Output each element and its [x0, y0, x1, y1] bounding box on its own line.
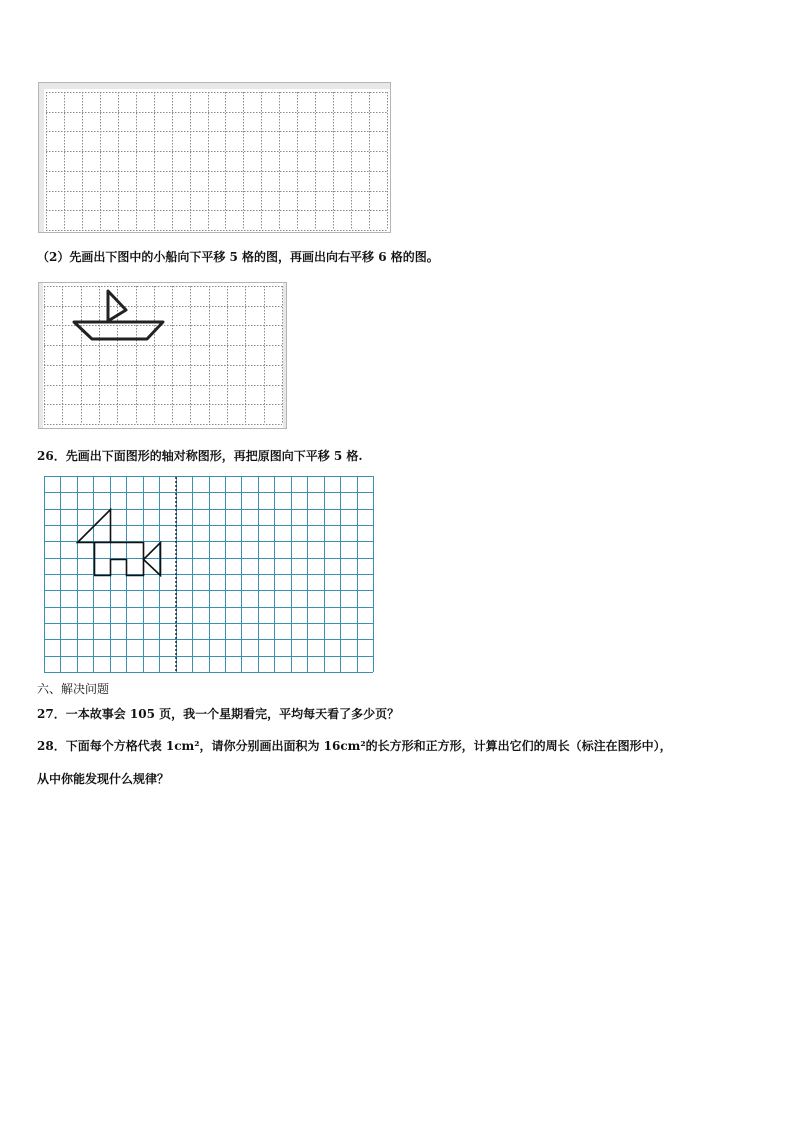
- section6-heading: 六、解决问题: [37, 682, 110, 696]
- top-grid-frame: [38, 82, 391, 233]
- q28-line2: 从中你能发现什么规律？: [37, 772, 170, 786]
- boat-grid: [38, 282, 287, 429]
- blue-grid: [44, 476, 374, 673]
- blue-grid-frame: [44, 476, 374, 673]
- boat-grid-frame: [38, 282, 287, 429]
- q25-part2-text: （2）先画出下图中的小船向下平移 5 格的图，再画出向右平移 6 格的图。: [37, 250, 439, 264]
- q28-line1: 28．下面每个方格代表 1cm²，请你分别画出面积为 16cm²的长方形和正方形，计算出它们的周长（标注在图形中），: [37, 739, 672, 753]
- q27-text: 27．一本故事会 105 页，我一个星期看完，平均每天看了多少页？: [37, 707, 400, 721]
- q26-text: 26．先画出下面图形的轴对称图形，再把原图向下平移 5 格.: [37, 449, 363, 463]
- top-grid: [38, 82, 391, 233]
